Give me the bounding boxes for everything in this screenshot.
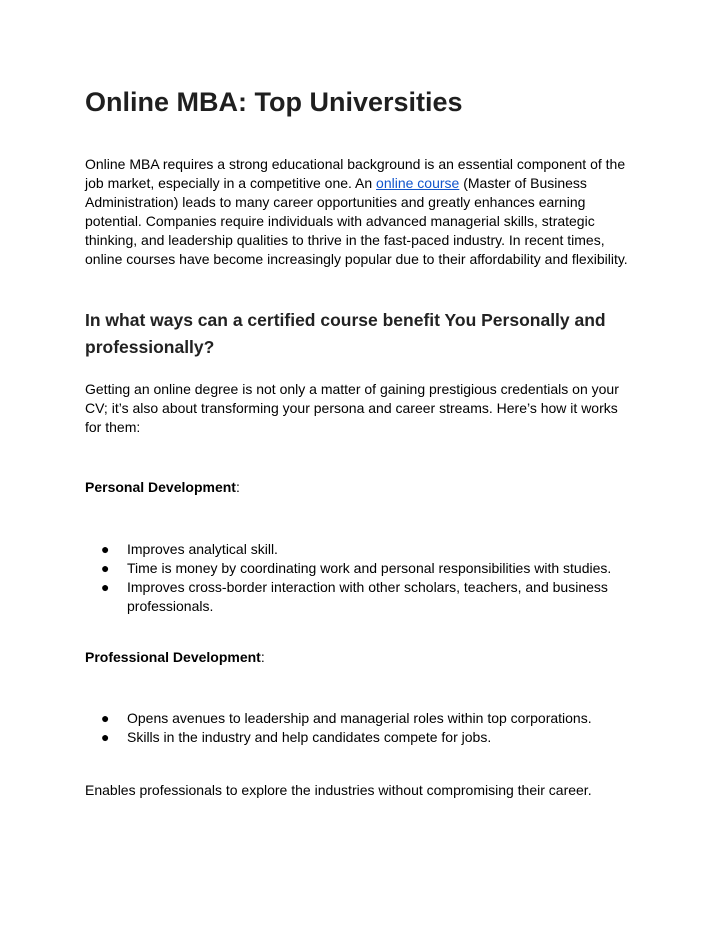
list-item: [85, 540, 630, 559]
section-heading: In what ways can a certified course benefit You Personally and professionally?: [85, 310, 606, 357]
list-item-text: Time is money by coordinating work and personal responsibilities with studies.: [127, 560, 612, 576]
closing-paragraph: Enables professionals to explore the industries without compromising their career.: [85, 782, 592, 798]
list-item-text: Opens avenues to leadership and managerial roles within top corporations.: [127, 710, 592, 726]
list-item: [85, 728, 630, 747]
online-course-link[interactable]: online course: [376, 175, 460, 191]
list-item-text: Skills in the industry and help candidates compete for jobs.: [127, 729, 492, 745]
personal-development-colon: :: [235, 479, 240, 495]
professional-development-list: [85, 709, 630, 747]
list-item: [85, 709, 630, 728]
list-item: [85, 578, 630, 616]
intro-paragraph: [85, 155, 637, 269]
list-item-text: Improves cross-border interaction with other scholars, teachers, and business professionals.: [127, 579, 608, 614]
bullet-icon: ●: [101, 541, 110, 557]
benefits-intro-paragraph: Getting an online degree is not only a matter of gaining prestigious credentials on your CV; it’s also about transforming your persona and career streams. Here’s how it works for them:: [85, 381, 619, 435]
personal-development-list: [85, 540, 630, 616]
professional-development-colon: :: [260, 649, 265, 665]
bullet-icon: ●: [101, 710, 110, 726]
bullet-icon: ●: [101, 579, 110, 595]
professional-development-label: [85, 648, 265, 667]
intro-text-start: Online MBA requires a strong educational background is an essential component of the job market, especially in a competitive one. An: [85, 156, 626, 191]
intro-text-end: (Master of Business Administration) leads to many career opportunities and greatly enhances earning potential. Companies require individuals with advanced managerial skills, strategic thinking, and leadership qualities to thrive in the fast-paced industry. In recent times, online courses have become increasingly popular due to their affordability and flexibility.: [85, 175, 628, 267]
page-title: Online MBA: Top Universities: [85, 87, 463, 117]
list-item-text: Improves analytical skill.: [127, 541, 278, 557]
personal-development-label: [85, 478, 240, 497]
bullet-icon: ●: [101, 560, 110, 576]
personal-development-title: Personal Development: [85, 479, 236, 495]
bullet-icon: ●: [101, 729, 110, 745]
list-item: [85, 559, 630, 578]
professional-development-title: Professional Development: [85, 649, 261, 665]
